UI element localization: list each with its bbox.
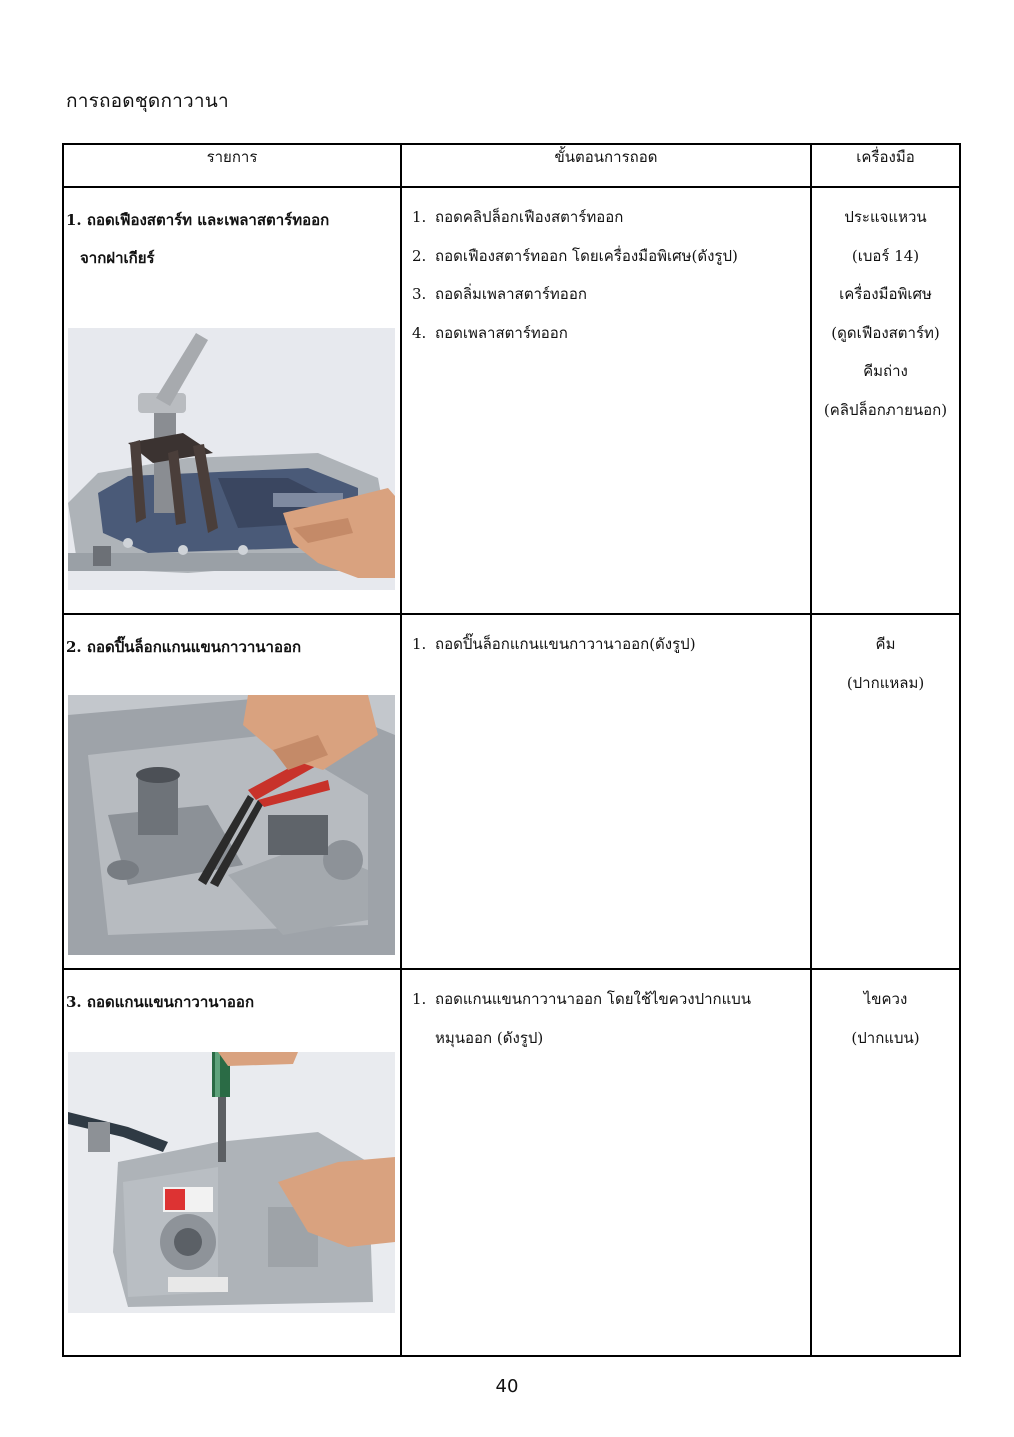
page-number: 40 — [495, 1376, 519, 1397]
tool-line: (ปากแบน) — [851, 1028, 920, 1047]
steps-cell — [401, 614, 811, 969]
step-item — [412, 980, 810, 1057]
item-title — [64, 615, 400, 666]
tool-line: (เบอร์ 14) — [851, 246, 920, 265]
steps-list — [402, 970, 810, 1057]
step-text: ถอดลิ่มเพลาสตาร์ทออก — [435, 285, 587, 303]
photo-gear-puller — [68, 328, 395, 590]
item-title-line: จากฝาเกียร์ — [80, 249, 155, 267]
steps-cell — [401, 187, 811, 614]
step-number: 1. — [412, 208, 427, 226]
step-number: 1. — [412, 990, 427, 1008]
tools-list — [812, 615, 959, 702]
item-title-line: 2. ถอดปิ๊นล็อกแกนแขนกาวานาออก — [66, 638, 302, 656]
step-number: 3. — [412, 285, 427, 303]
tools-list — [812, 970, 959, 1057]
tool-line: (ดูดเฟืองสตาร์ท) — [831, 323, 940, 342]
step-text: ถอดปิ๊นล็อกแกนแขนกาวานาออก(ดังรูป) — [435, 635, 696, 653]
tool-line: (คลิปล็อกภายนอก) — [823, 400, 948, 419]
header-tools: เครื่องมือ — [811, 144, 960, 187]
tools-cell — [811, 187, 960, 614]
table-header-row — [63, 144, 960, 187]
tools-cell — [811, 614, 960, 969]
step-number: 4. — [412, 323, 427, 342]
photo-pliers-lock-pin — [68, 695, 395, 955]
item-title — [64, 970, 400, 1021]
step-item — [412, 625, 810, 664]
tool-line: (ปากแหลม) — [846, 673, 925, 692]
step-text: ถอดเพลาสตาร์ทออก — [435, 323, 568, 342]
step-number: 1. — [412, 635, 427, 653]
tool-line: คีม — [875, 635, 896, 653]
item-title-line: 3. ถอดแกนแขนกาวานาออก — [66, 993, 255, 1011]
tool-line: เครื่องมือพิเศษ — [839, 285, 932, 303]
item-title — [64, 188, 400, 277]
step-item — [412, 275, 810, 314]
steps-list — [402, 615, 810, 664]
step-text: ถอดคลิปล็อกเฟืองสตาร์ทออก — [435, 208, 624, 226]
steps-list — [402, 188, 810, 352]
steps-cell — [401, 969, 811, 1356]
tool-line: ประแจแหวน — [844, 208, 927, 226]
step-text-continued: หมุนออก (ดังรูป) — [435, 1028, 544, 1047]
photo-screwdriver-shaft — [68, 1052, 395, 1313]
page-title: การถอดชุดกาวานา — [66, 90, 229, 112]
step-item — [412, 314, 810, 353]
step-text: ถอดเฟืองสตาร์ทออก โดยเครื่องมือพิเศษ(ดังรูป) — [435, 246, 738, 265]
step-item — [412, 237, 810, 276]
tools-list — [812, 188, 959, 429]
item-title-line: 1. ถอดเฟืองสตาร์ท และเพลาสตาร์ทออก — [66, 211, 330, 229]
step-text: ถอดแกนแขนกาวานาออก โดยใช้ไขควงปากแบน — [435, 990, 752, 1008]
step-item — [412, 198, 810, 237]
tools-cell — [811, 969, 960, 1356]
header-steps: ขั้นตอนการถอด — [401, 144, 811, 187]
step-number: 2. — [412, 246, 427, 265]
tool-line: ไขควง — [863, 990, 908, 1008]
tool-line: คีมถ่าง — [863, 362, 908, 380]
header-item: รายการ — [63, 144, 401, 187]
